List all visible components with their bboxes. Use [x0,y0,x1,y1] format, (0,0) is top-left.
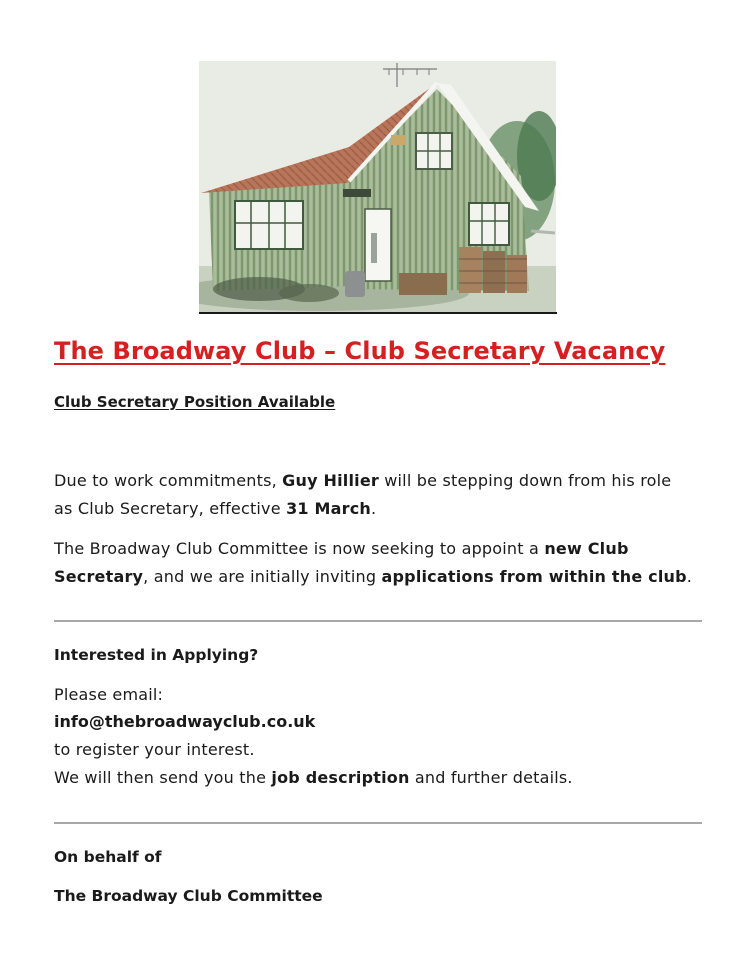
apply-line-register: to register your interest. [54,740,255,759]
job-description-text: job description [271,768,410,787]
effective-date: 31 March [286,499,371,518]
seeking-paragraph: The Broadway Club Committee is now seeking to appoint a new Club Secretary, and we are initially inviting applications from within the club. [54,539,693,586]
intro-paragraph: Due to work commitments, Guy Hillier will be stepping down from his role as Club Secretary, effective 31 March. [54,471,672,518]
outgoing-secretary-name: Guy Hillier [282,471,379,490]
section-divider [54,620,702,622]
page-title: The Broadway Club – Club Secretary Vacancy [54,337,666,365]
contact-email-link[interactable]: info@thebroadwayclub.co.uk [54,712,316,731]
apply-line-please-email: Please email: [54,685,164,704]
apply-heading: Interested in Applying? [54,646,259,664]
clubhouse-painting [199,61,556,313]
signoff-line: On behalf of [54,848,162,866]
section-divider [54,822,702,824]
apply-line-followup: We will then send you the job description and further details. [54,768,573,787]
page-subtitle: Club Secretary Position Available [54,393,336,411]
signoff-committee: The Broadway Club Committee [54,887,323,905]
image-underline [199,312,557,314]
role-name: new Club Secretary [54,539,629,586]
application-scope: applications from within the club [381,567,687,586]
